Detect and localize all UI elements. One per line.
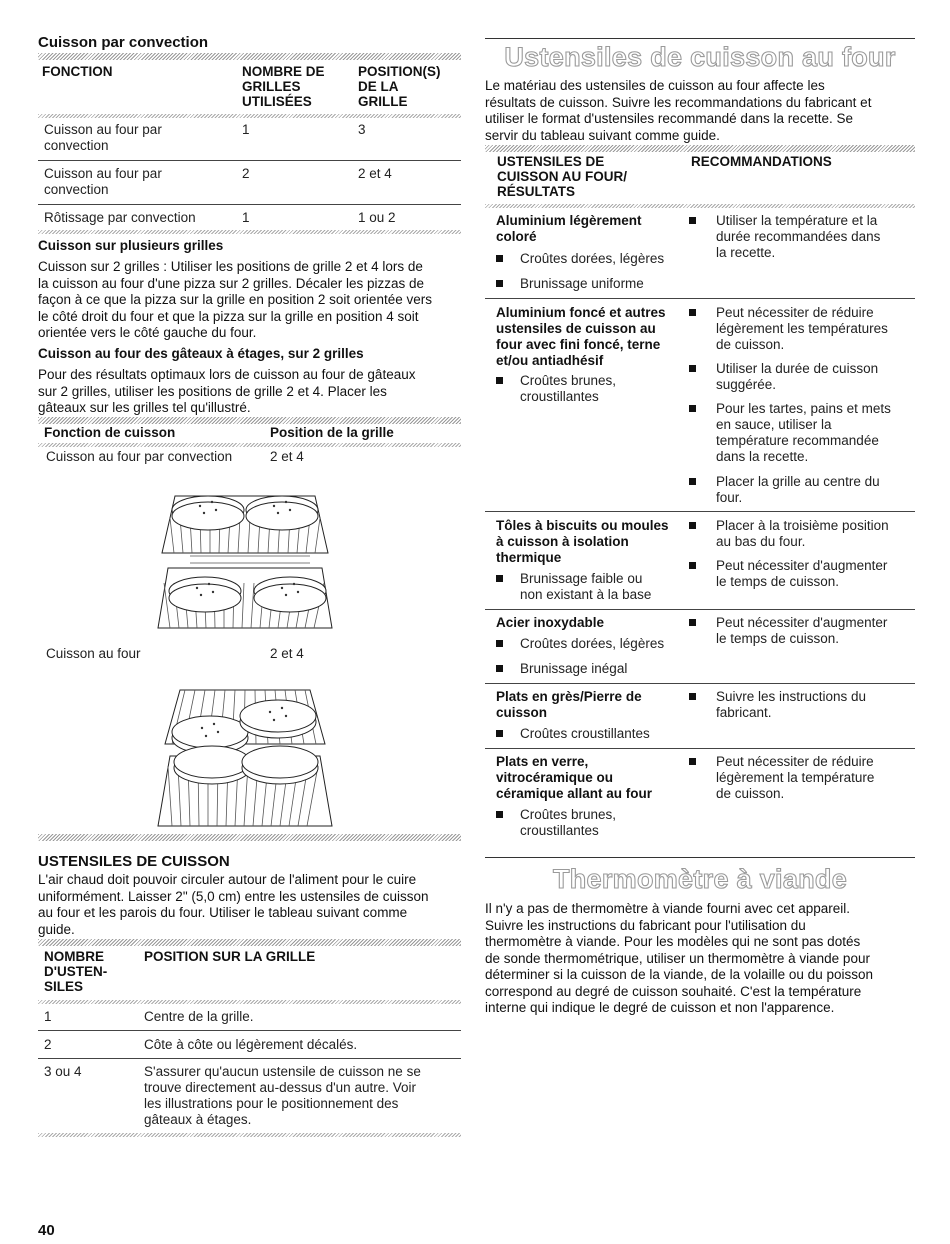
table-row: Acier inoxydable Croûtes dorées, légères Brunissage inégal Peut nécessiter d'augmenter le temps de cuisson. (496, 615, 888, 676)
divider (38, 160, 461, 161)
divider (485, 609, 915, 610)
table-row: 3 ou 4 S'assurer qu'aucun ustensile de cuisson ne se trouve directement au-dessus d'un autre. Voir les illustrations pour le positionnement des gâteaux à étages. (44, 1064, 421, 1127)
divider (38, 53, 461, 60)
header-fonction: FONCTION (42, 64, 113, 79)
gateaux-title: Cuisson au four des gâteaux à étages, sur 2 grilles (38, 346, 364, 361)
table-row: 1 Centre de la grille. (44, 1009, 254, 1024)
divider (38, 1000, 461, 1004)
convection-table-header (38, 64, 461, 112)
header-position: POSITION(S) DE LA GRILLE (358, 64, 441, 109)
divider (485, 204, 915, 208)
plusieurs-text: Cuisson sur 2 grilles : Utiliser les positions de grille 2 et 4 lors de la cuisson au four d'une pizza sur 2 grilles. Décaler les pizzas de façon à ce que la pizza sur la grille en position 2 soit orientée vers le côté droit du four et que la pizza sur la grille en position 4 soit orientée vers le côté gauche du four. (38, 259, 432, 340)
ustensiles-text: L'air chaud doit pouvoir circuler autour de l'aliment pour le cuire uniformément. Laisser 2" (5,0 cm) entre les ustensiles de cuisson au four et les parois du four. Utiliser le tableau suivant comme guide. (38, 872, 429, 937)
divider (38, 417, 461, 424)
divider (38, 443, 461, 447)
divider (485, 683, 915, 684)
divider (485, 511, 915, 512)
ustensiles-table-header: NOMBRE D'USTEN- SILES POSITION SUR LA GRILLE (44, 949, 316, 994)
oven-rack-illustration-bake (150, 686, 340, 831)
table-row: Rôtissage par convection 1 1 ou 2 (44, 210, 396, 225)
header-nombre: NOMBRE DE GRILLES UTILISÉES (242, 64, 325, 109)
ustensiles-four-table-header: USTENSILES DE CUISSON AU FOUR/ RÉSULTATS RECOMMANDATIONS (497, 154, 832, 199)
ustensiles-title: USTENSILES DE CUISSON (38, 853, 230, 870)
divider (485, 38, 915, 39)
divider (38, 939, 461, 946)
divider (485, 748, 915, 749)
divider (38, 1030, 461, 1031)
ustensiles-four-title: Ustensiles de cuisson au four (504, 42, 896, 72)
divider (485, 298, 915, 299)
oven-rack-illustration-convection (150, 488, 340, 638)
divider (38, 204, 461, 205)
thermometre-title: Thermomètre à viande (552, 864, 848, 894)
table-row: Plats en grès/Pierre de cuisson Croûtes croustillantes Suivre les instructions du fabricant. (496, 689, 867, 741)
divider (485, 857, 915, 858)
table-row: Aluminium foncé et autres ustensiles de cuisson au four avec fini foncé, terne et/ou antiadhésif Croûtes brunes, croustillantes Peut nécessiter de réduire légèrement les températures de cuisson. Utiliser la durée de cuisson suggérée. Pour les tartes, pains et mets en sauce, utiliser la température recommandée dans la recette. Placer la grille au centre du four. (496, 305, 891, 505)
divider (38, 230, 461, 234)
thermometre-text: Il n'y a pas de thermomètre à viande fourni avec cet appareil. Suivre les instructions du fabricant pour l'utilisation du thermomètre à viande. Pour les modèles qui ne sont pas dotés de sonde thermométrique, utiliser un thermomètre à viande pour déterminer si la cuisson de la viande, de la volaille ou du poisson correspond au degré de cuisson souhaité. C'est la température interne qui indique le degré de cuisson et non l'apparence. (485, 901, 873, 1015)
table-row: Cuisson au four par convection 2 et 4 (46, 449, 304, 464)
page-number: 40 (38, 1222, 55, 1239)
convection-title: Cuisson par convection (38, 34, 209, 51)
gateaux-table-header: Fonction de cuisson Position de la grille (44, 425, 394, 440)
table-row: Cuisson au four 2 et 4 (46, 646, 304, 661)
divider (38, 114, 461, 118)
plusieurs-title: Cuisson sur plusieurs grilles (38, 238, 224, 253)
divider (38, 1133, 461, 1137)
divider (485, 145, 915, 152)
table-row: Aluminium légèrement coloré Croûtes dorées, légères Brunissage uniforme Utiliser la température et la durée recommandées dans la recette. (496, 213, 881, 291)
divider (38, 834, 461, 841)
table-row: Tôles à biscuits ou moules à cuisson à isolation thermique Brunissage faible ou non existant à la base Placer à la troisième position au bas du four. Peut nécessiter d'augmenter le temps de cuisson. (496, 518, 889, 602)
table-row: Cuisson au four par convection 1 3 (44, 122, 366, 153)
table-row: Plats en verre, vitrocéramique ou céramique allant au four Croûtes brunes, croustillantes Peut nécessiter de réduire légèrement la température de cuisson. (496, 754, 875, 838)
gateaux-text: Pour des résultats optimaux lors de cuisson au four de gâteaux sur 2 grilles, utiliser les positions de grille 2 et 4. Placer les gâteaux sur les grilles tel qu'illustré. (38, 367, 416, 415)
table-row: 2 Côte à côte ou légèrement décalés. (44, 1037, 358, 1052)
divider (38, 1058, 461, 1059)
ustensiles-four-text: Le matériau des ustensiles de cuisson au four affecte les résultats de cuisson. Suivre les recommandations du fabricant et utiliser le format d'ustensiles recommandé dans la recette. Se servir du tableau suivant comme guide. (485, 78, 872, 143)
table-row: Cuisson au four par convection 2 2 et 4 (44, 166, 392, 197)
